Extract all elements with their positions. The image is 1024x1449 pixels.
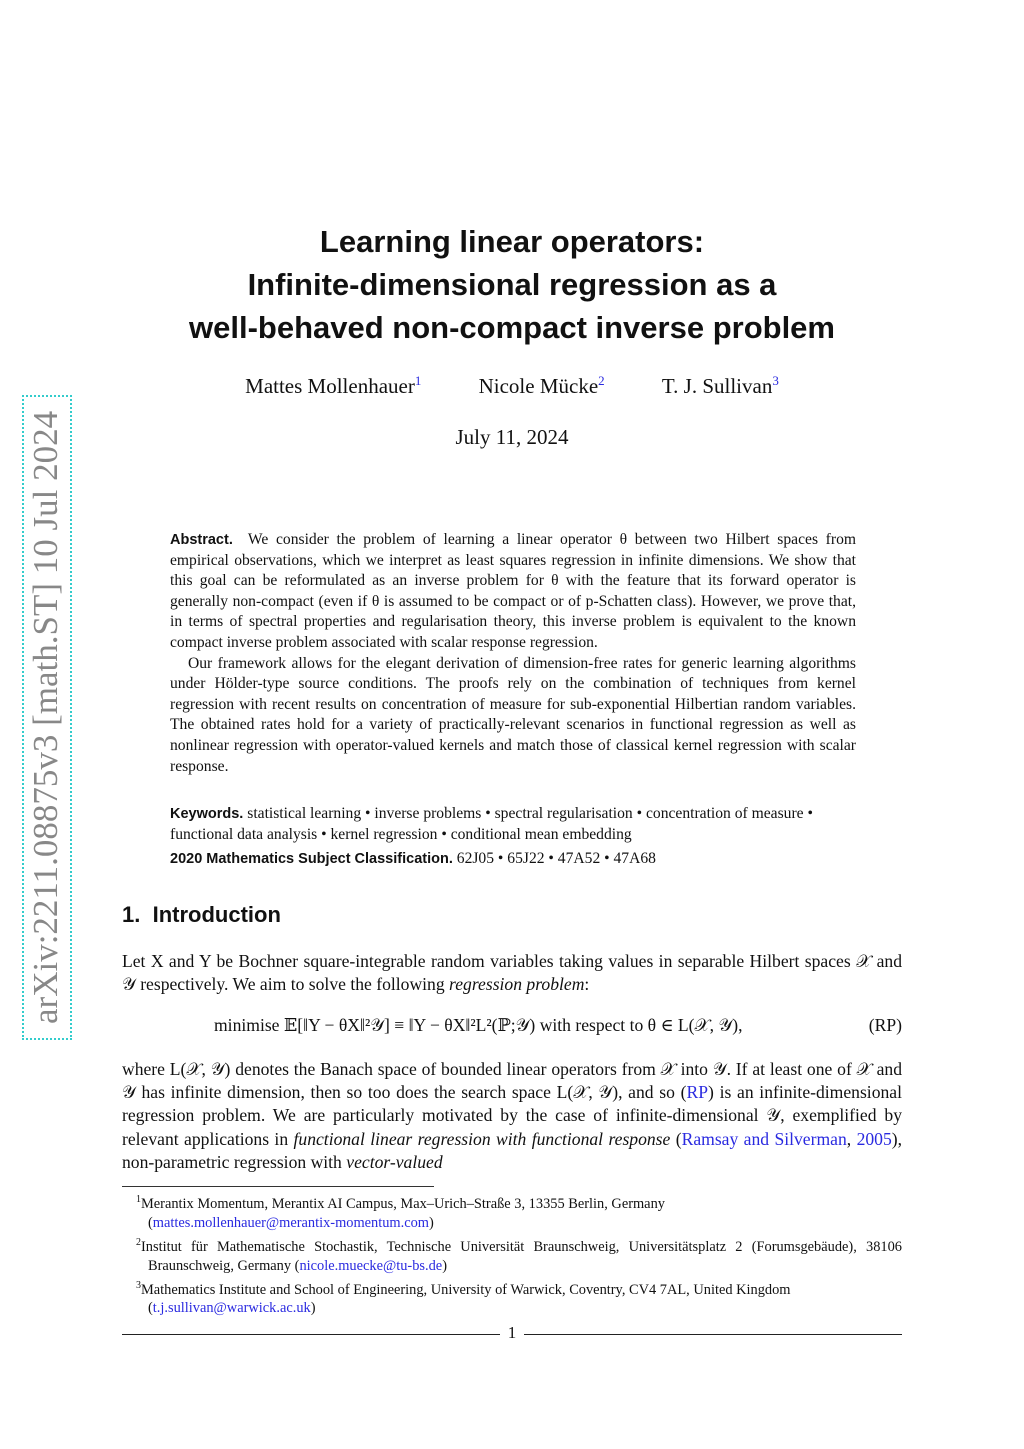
footnote-text: Merantix Momentum, Merantix AI Campus, Max–Urich–Straße 3, 13355 Berlin, Germany — [141, 1195, 665, 1212]
keywords-label: Keywords. — [170, 806, 244, 822]
title-line-2: Infinite-dimensional regression as a — [247, 267, 777, 302]
section-title: Introduction — [152, 902, 281, 927]
email-link[interactable]: t.j.sullivan@warwick.ac.uk — [152, 1300, 311, 1317]
equation-tag: (RP) — [868, 1015, 902, 1035]
bottom-rule-right — [524, 1334, 902, 1335]
footnote-1: $^1$Merantix Momentum, Merantix AI Campus, Max–Urich–Straße 3, 13355 Berlin, Germany (mattes.mollenhauer@merantix-momentum.com) — [136, 1194, 665, 1231]
keywords — [170, 804, 856, 845]
arxiv-identifier-stamp: arXiv:2211.08875v3 [math.ST] 10 Jul 2024 — [22, 395, 72, 1040]
intro-emphasis: vector-valued — [346, 1151, 443, 1172]
email-link[interactable]: mattes.mollenhauer@merantix-momentum.com — [152, 1214, 430, 1231]
intro-text: ), non-parametric regression with — [122, 1128, 903, 1172]
author-2 — [479, 373, 605, 399]
paper-title — [120, 220, 904, 349]
footnote-3: $^3$Mathematics Institute and School of Engineering, University of Warwick, Coventry, CV4 7AL, United Kingdom (t.j.sullivan@warwick.ac.uk) — [136, 1279, 791, 1317]
msc-label: 2020 Mathematics Subject Classification. — [170, 851, 453, 867]
footnote-mark: 1 — [136, 1194, 141, 1205]
author-3 — [662, 373, 779, 399]
author-footnote-link[interactable]: 1 — [414, 373, 422, 388]
section-heading — [122, 902, 281, 928]
footnote-text: Mathematics Institute and School of Engineering, University of Warwick, Coventry, CV4 7AL, United Kingdom — [141, 1281, 791, 1298]
citation-separator: , — [846, 1128, 857, 1149]
intro-text: where L(𝒳, 𝒴) denotes the Banach space of bounded linear operators from 𝒳 into 𝒴. If at least one of 𝒳 and 𝒴 has infinite dimension, then so too does the search space L(𝒳, 𝒴), and so ( — [122, 1059, 902, 1103]
abstract-text-1: We consider the problem of learning a linear operator θ between two Hilbert spaces from empirical observations, which we interpret as least squares regression in infinite dimensions. We show that this goal can be reformulated as an inverse problem for θ with the feature that its forward operator is generally non-compact (even if θ is assumed to be compact or of p-Schatten class). However, we prove that, in terms of spectral properties and regularisation theory, this inverse problem is equivalent to the known compact inverse problem associated with scalar response regression. — [170, 531, 856, 651]
bottom-rule-left — [122, 1334, 500, 1335]
intro-paragraph-1 — [122, 950, 902, 996]
equation-body: minimise 𝔼[‖Y − θX‖²𝒴] ≡ ‖Y − θX‖²L²(ℙ;𝒴) with respect to θ ∈ L(𝒳, 𝒴), — [214, 1015, 743, 1035]
title-line-3: well-behaved non-compact inverse problem — [189, 310, 835, 345]
abstract-paragraph-2: Our framework allows for the elegant derivation of dimension-free rates for generic learning algorithms under Hölder-type source conditions. The proofs rely on the combination of techniques from kernel regression with recent results on concentration of measure for sub-exponential Hilbertian random variables. The obtained rates hold for a variety of practically-relevant scenarios in functional regression as well as nonlinear regression with operator-valued kernels and match those of classical kernel regression with scalar response. — [170, 654, 856, 775]
intro-paragraph-2 — [122, 1058, 902, 1174]
author-name: Mattes Mollenhauer — [245, 374, 415, 398]
footnote-mark: 2 — [136, 1236, 141, 1248]
intro-punct: : — [584, 974, 590, 995]
email-link[interactable]: nicole.muecke@tu-bs.de — [299, 1257, 443, 1274]
intro-text: Let X and Y be Bochner square-integrable random variables taking values in separable Hilbert spaces 𝒳 and 𝒴 respectively. We aim to solve the following — [122, 951, 902, 995]
citation-link[interactable]: Ramsay and Silverman — [681, 1128, 847, 1149]
paper-date: July 11, 2024 — [455, 425, 569, 449]
abstract — [170, 530, 856, 777]
title-line-1: Learning linear operators: — [319, 224, 705, 259]
footnote-rule — [122, 1186, 434, 1187]
msc-classification — [170, 850, 856, 868]
abstract-paragraph-1 — [170, 530, 856, 654]
section-number: 1. — [122, 902, 141, 927]
keywords-text: statistical learning • inverse problems • spectral regularisation • concentration of measure • functional data analysis • kernel regression • conditional mean embedding — [170, 805, 813, 843]
intro-emphasis: functional linear regression with functional response — [293, 1128, 671, 1149]
intro-emphasis: regression problem — [449, 974, 585, 995]
author-footnote-link[interactable]: 3 — [772, 373, 779, 388]
citation-year-link[interactable]: 2005 — [856, 1128, 892, 1149]
footnote-2: $^2$Institut für Mathematische Stochastik, Technische Universität Braunschweig, Universitätsplatz 2 (Forumsgebäude), 38106 Braunschweig, Germany (nicole.muecke@tu-bs.de) — [136, 1236, 902, 1274]
msc-codes: 62J05 • 65J22 • 47A52 • 47A68 — [456, 850, 656, 867]
intro-text: ( — [675, 1128, 682, 1149]
page-number: 1 — [507, 1323, 517, 1342]
author-footnote-link[interactable]: 2 — [598, 373, 605, 388]
footnote-text: Institut für Mathematische Stochastik, Technische Universität Braunschweig, Universitätsplatz 2 (Forumsgebäude), 38106 Braunschweig, Germany — [141, 1238, 902, 1274]
author-list — [120, 373, 904, 399]
footnotes — [122, 1190, 902, 1318]
author-name: T. J. Sullivan — [661, 374, 773, 398]
author-1 — [245, 373, 421, 399]
intro-text: ) is an infinite-dimensional regression problem. We are particularly motivated by the case of infinite-dimensional 𝒴, exemplified by relevant applications in — [122, 1082, 902, 1149]
footnote-mark: 3 — [136, 1279, 141, 1291]
equation-ref-link[interactable]: RP — [686, 1082, 709, 1103]
abstract-label: Abstract. — [170, 532, 233, 548]
author-name: Nicole Mücke — [478, 374, 599, 398]
